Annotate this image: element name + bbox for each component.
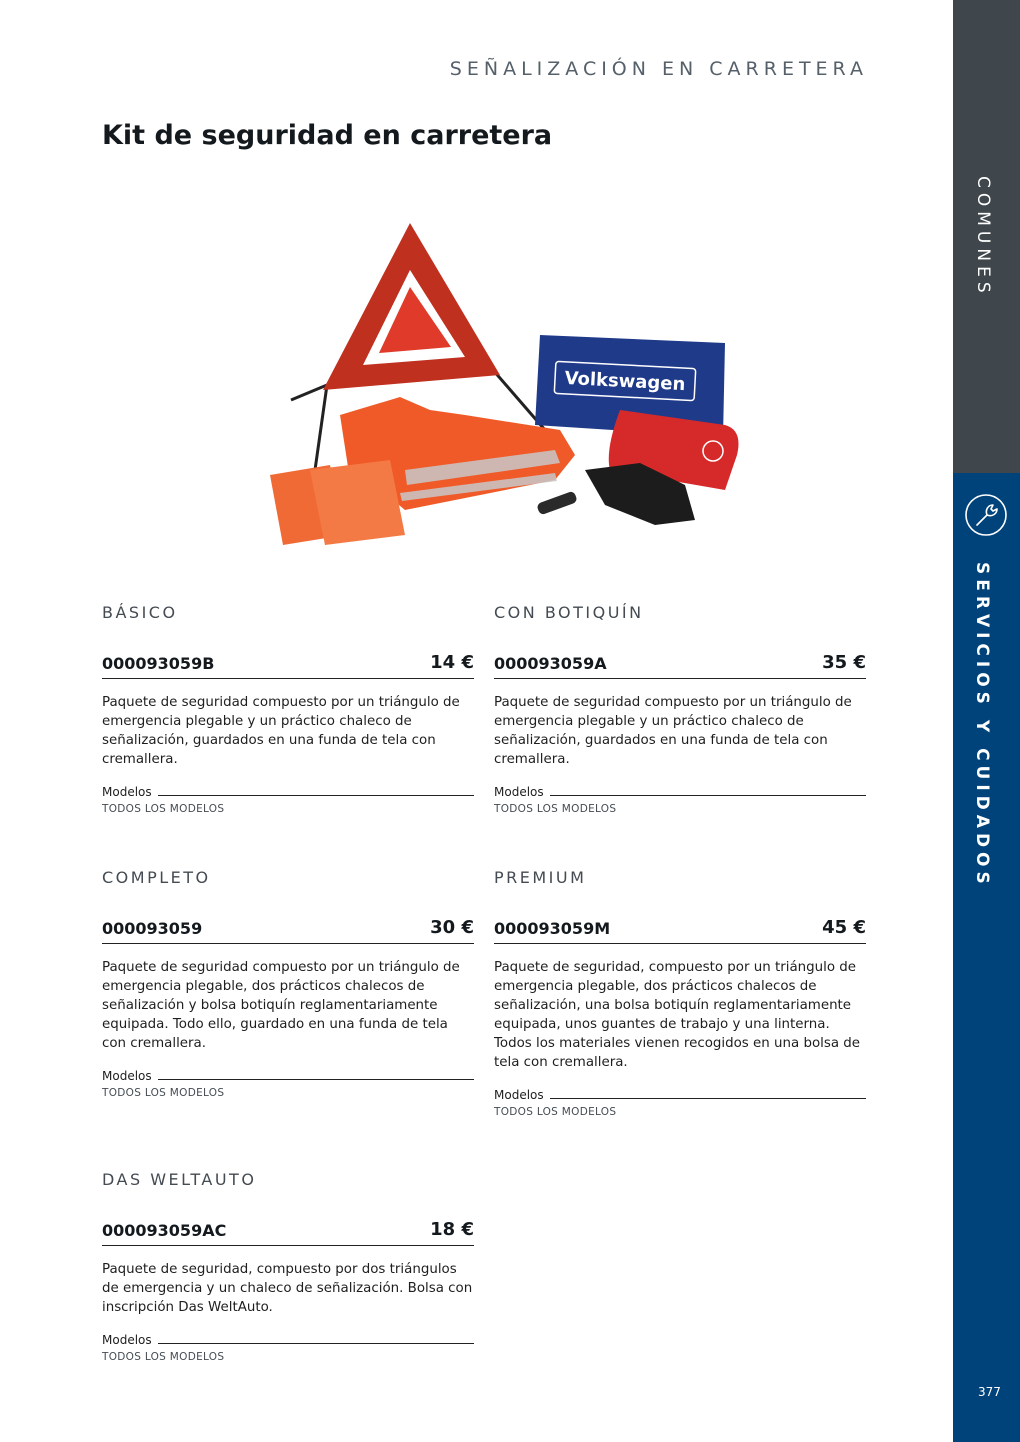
models-label: Modelos xyxy=(494,1088,544,1102)
product-category: CON BOTIQUÍN xyxy=(494,603,644,622)
models-label: Modelos xyxy=(102,1069,152,1083)
product-code: 000093059M xyxy=(494,919,611,938)
product-price: 45 € xyxy=(822,917,866,938)
product-code: 000093059B xyxy=(102,654,215,673)
product-description: Paquete de seguridad compuesto por un triángulo de emergencia plegable, dos prácticos chalecos de señalización y bolsa botiquín reglamentariamente equipada. Todo ello, guardado en una funda de tela con cremallera. xyxy=(102,960,460,1051)
product-category: PREMIUM xyxy=(494,868,587,887)
product-category: COMPLETO xyxy=(102,868,211,887)
models-divider xyxy=(550,1098,866,1099)
models-value: TODOS LOS MODELOS xyxy=(494,803,617,815)
models-row xyxy=(102,1069,474,1083)
product-category: DAS WELTAUTO xyxy=(102,1170,257,1189)
models-divider xyxy=(158,1079,474,1080)
product-category: BÁSICO xyxy=(102,603,178,622)
models-label: Modelos xyxy=(102,785,152,799)
product-basico xyxy=(102,603,474,815)
product-das-weltauto xyxy=(102,1170,474,1363)
models-row xyxy=(102,1333,474,1347)
product-header xyxy=(102,1214,474,1246)
models-label: Modelos xyxy=(494,785,544,799)
product-code: 000093059AC xyxy=(102,1221,227,1240)
models-value: TODOS LOS MODELOS xyxy=(102,1351,225,1363)
page-number: 377 xyxy=(978,1385,1001,1399)
models-row xyxy=(494,785,866,799)
product-price: 14 € xyxy=(430,652,474,673)
product-premium xyxy=(494,868,866,1118)
models-value: TODOS LOS MODELOS xyxy=(102,803,225,815)
bag-brand-text: Volkswagen xyxy=(564,367,686,396)
models-divider xyxy=(550,795,866,796)
product-completo xyxy=(102,868,474,1099)
section-header: SEÑALIZACIÓN EN CARRETERA xyxy=(449,58,868,80)
sidebar-label-servicios: SERVICIOS Y CUIDADOS xyxy=(972,562,992,889)
models-divider xyxy=(158,795,474,796)
product-con-botiquin xyxy=(494,603,866,815)
product-code: 000093059A xyxy=(494,654,607,673)
product-description: Paquete de seguridad compuesto por un triángulo de emergencia plegable y un práctico chaleco de señalización, guardados en una funda de tela con cremallera. xyxy=(494,695,852,767)
sidebar-label-comunes: COMUNES xyxy=(973,176,993,298)
models-row xyxy=(494,1088,866,1102)
product-header xyxy=(494,647,866,679)
product-price: 35 € xyxy=(822,652,866,673)
product-header xyxy=(494,912,866,944)
page-title: Kit de seguridad en carretera xyxy=(102,120,553,151)
wrench-icon xyxy=(963,492,1009,538)
product-header xyxy=(102,912,474,944)
product-description: Paquete de seguridad, compuesto por un triángulo de emergencia plegable, dos prácticos chalecos de señalización, una bolsa botiquín reglamentariamente equipada, unos guantes de trabajo y una linterna. Todos los materiales vienen recogidos en una bolsa de tela con cremallera. xyxy=(494,960,861,1070)
models-value: TODOS LOS MODELOS xyxy=(102,1087,225,1099)
product-code: 000093059 xyxy=(102,919,203,938)
models-value: TODOS LOS MODELOS xyxy=(494,1106,617,1118)
product-description: Paquete de seguridad compuesto por un triángulo de emergencia plegable y un práctico chaleco de señalización, guardados en una funda de tela con cremallera. xyxy=(102,695,460,767)
models-divider xyxy=(158,1343,474,1344)
product-image xyxy=(255,215,755,560)
models-row xyxy=(102,785,474,799)
product-header xyxy=(102,647,474,679)
product-price: 30 € xyxy=(430,917,474,938)
product-price: 18 € xyxy=(430,1219,474,1240)
models-label: Modelos xyxy=(102,1333,152,1347)
product-description: Paquete de seguridad, compuesto por dos triángulos de emergencia y un chaleco de señalización. Bolsa con inscripción Das WeltAuto. xyxy=(102,1262,473,1315)
